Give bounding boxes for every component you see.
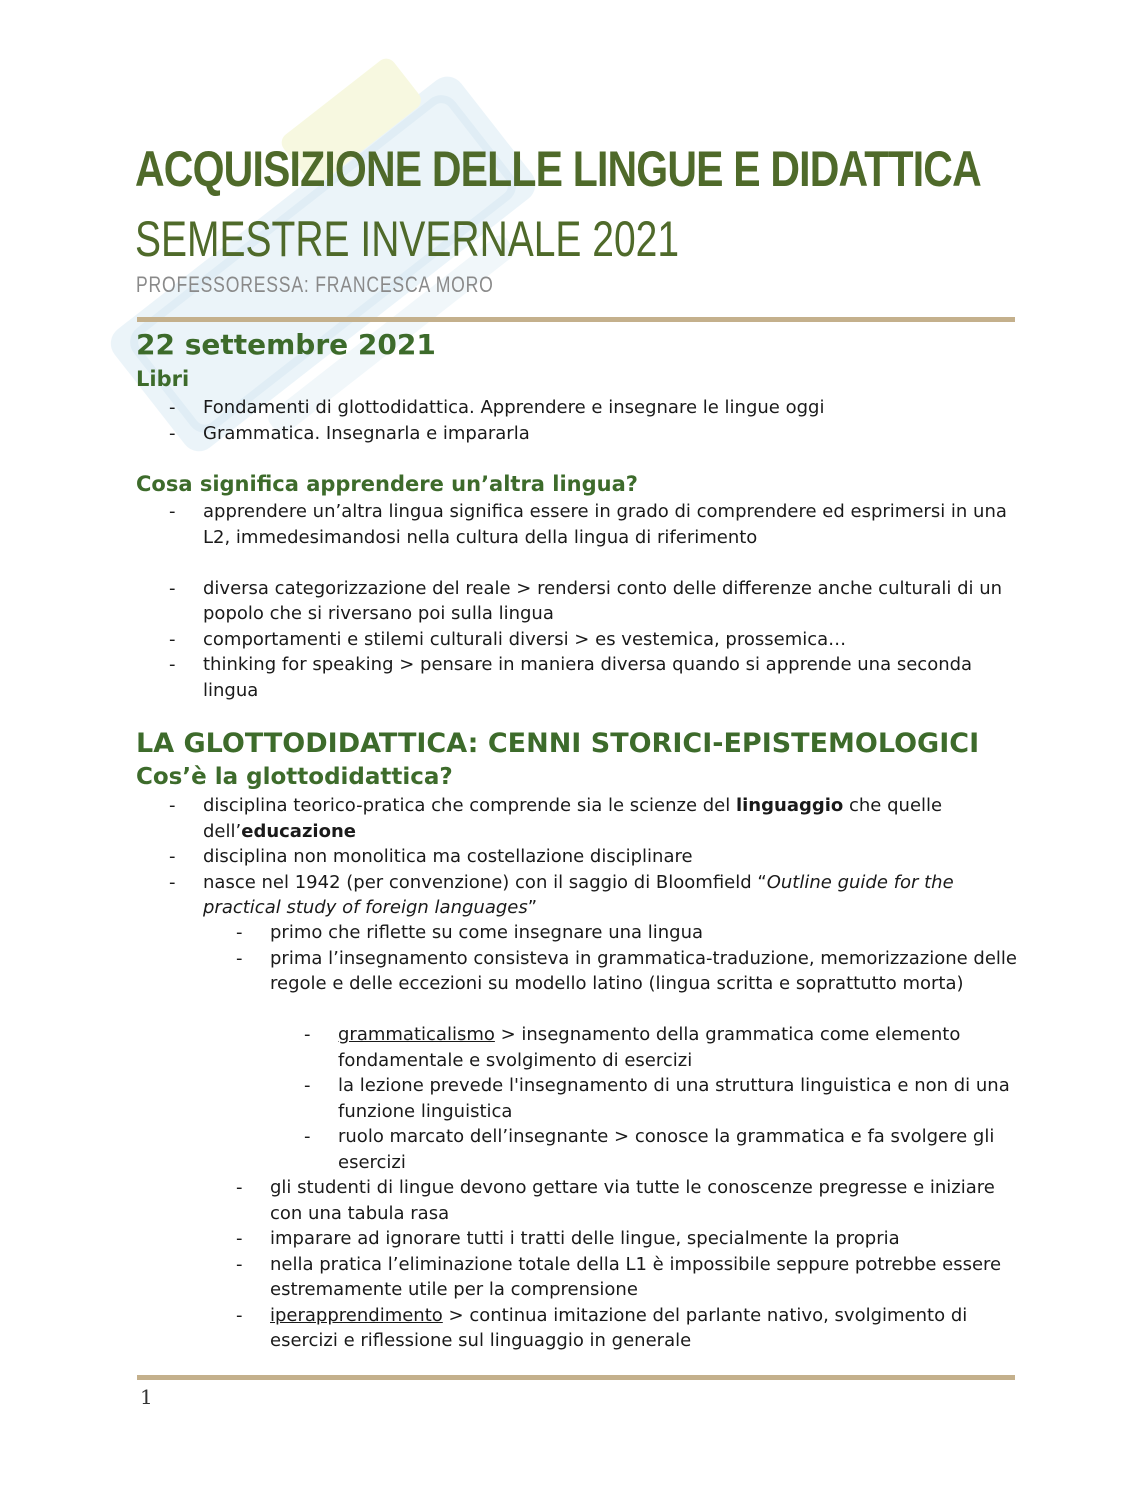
list-item: - primo che riflette su come insegnare una lingua [236,922,704,943]
document-title: ACQUISIZIONE DELLE LINGUE E DIDATTICA [135,141,981,197]
books-heading: Libri [136,367,190,391]
list-item: - thinking for speaking > pensare in maniera diversa quando si apprende una seconda lingua [169,654,973,701]
professor-line: PROFESSORESSA: FRANCESCA MORO [136,272,494,297]
books-list [169,395,1023,446]
list-item: - disciplina non monolitica ma costellazione disciplinare [169,846,693,867]
document-subtitle: SEMESTRE INVERNALE 2021 [135,211,680,267]
answers-list [169,499,1023,703]
sublist-grammaticalismo [304,1022,1028,1175]
list-item: - prima l’insegnamento consisteva in grammatica-traduzione, memorizzazione delle regole e delle eccezioni su modello latino (lingua scritta e soprattutto morta) [236,947,1017,994]
list-item: - diversa categorizzazione del reale > rendersi conto delle differenze anche culturali di un popolo che si riversano poi sulla lingua [169,577,1003,624]
list-item: - apprendere un’altra lingua significa essere in grado di comprendere ed esprimersi in una L2, immedesimandosi nella cultura della lingua di riferimento [169,501,1007,548]
section-date-heading: 22 settembre 2021 [136,328,436,361]
list-item: - nasce nel 1942 (per convenzione) con il saggio di Bloomfield “Outline guide for the practical study of foreign languages” [169,871,954,918]
list-item: - gli studenti di lingue devono gettare via tutte le conoscenze pregresse e iniziare con una tabula rasa [236,1177,995,1224]
list-item: - ruolo marcato dell’insegnante > conosce la grammatica e fa svolgere gli esercizi [304,1126,995,1173]
list-item: - Grammatica. Insegnarla e impararla [169,422,530,444]
list-item: - disciplina teorico-pratica che comprende sia le scienze del linguaggio che quelle dell’educazione [169,795,943,842]
list-item: - Fondamenti di glottodidattica. Apprendere e insegnare le lingue oggi [169,397,825,418]
list-item: - la lezione prevede l'insegnamento di una struttura linguistica e non di una funzione linguistica [304,1075,1010,1122]
section-heading-glottodidattica: LA GLOTTODIDATTICA: CENNI STORICI-EPISTEMOLOGICI [136,728,980,759]
list-item: - imparare ad ignorare tutti i tratti delle lingue, specialmente la propria [236,1228,900,1249]
list-item: - iperapprendimento > continua imitazione del parlante nativo, svolgimento di esercizi e riflessione sul linguaggio in generale [236,1304,968,1351]
page-number: 1 [140,1385,153,1409]
glottodidattica-list [169,793,1023,921]
list-item: - comportamenti e stilemi culturali diversi > es vestemica, prossemica… [169,628,847,650]
list-item: - grammaticalismo > insegnamento della grammatica come elemento fondamentale e svolgimento di esercizi [304,1024,961,1071]
question-heading: Cosa significa apprendere un’altra lingua? [136,472,638,496]
sublist-history [236,920,1030,997]
sublist-students [236,1175,1030,1354]
header-divider [137,317,1015,322]
list-item: - nella pratica l’eliminazione totale della L1 è impossibile seppure potrebbe essere estremamente utile per la comprensione [236,1253,1002,1300]
glottodidattica-subheading: Cos’è la glottodidattica? [136,764,453,790]
footer-divider [137,1375,1015,1380]
